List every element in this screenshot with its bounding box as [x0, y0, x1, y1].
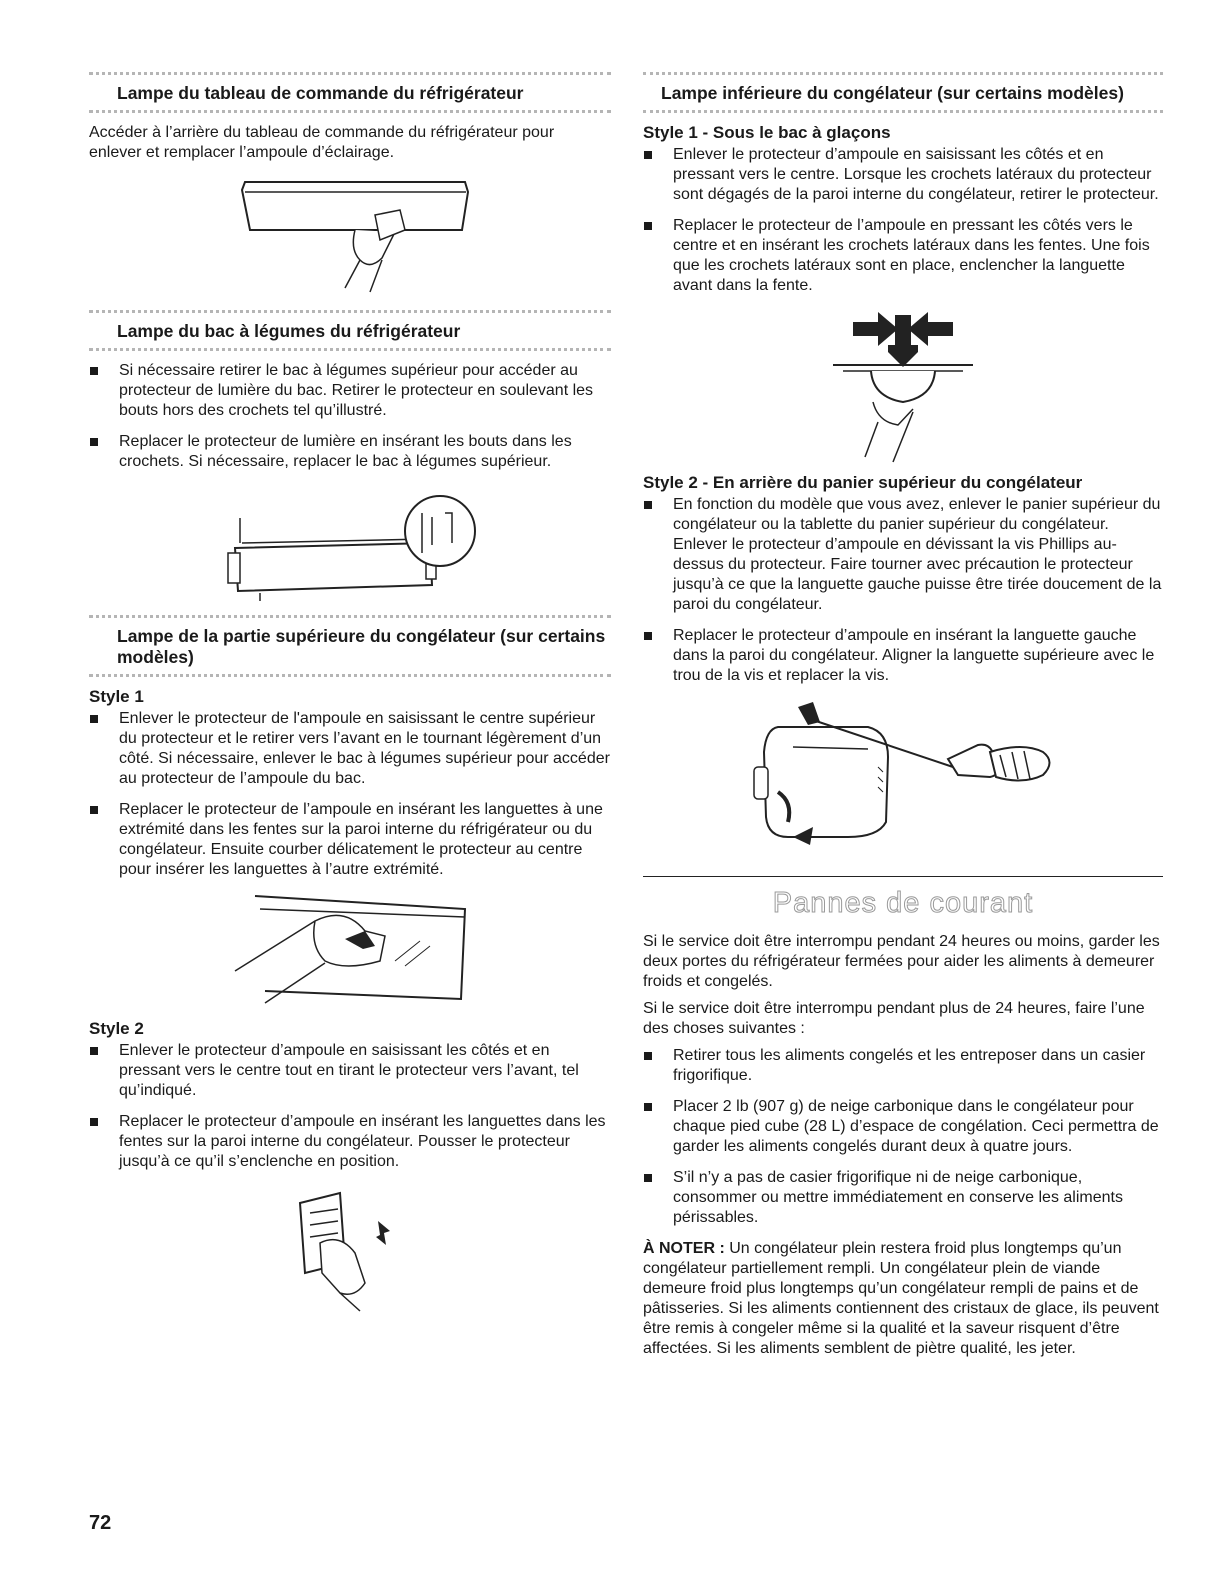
upper-freezer-style1-illustration — [215, 891, 485, 1011]
power-outage-paragraph-1: Si le service doit être interrompu pendant 24 heures ou moins, garder les deux portes du réfrigérateur fermées pour aider les aliments à demeurer froids et congelés. — [643, 933, 1160, 990]
list-item: S’il n’y a pas de casier frigorifique ni de neige carbonique, consommer ou mettre immédiatement en conserve les aliments périssables. — [643, 1168, 1163, 1228]
note-paragraph — [643, 1239, 1163, 1359]
section-divider — [643, 876, 1163, 877]
list-item: Replacer le protecteur de lumière en insérant les bouts dans les crochets. Si nécessaire, replacer le bac à légumes supérieur. — [89, 432, 611, 472]
lower-freezer-style2-list — [643, 495, 1163, 686]
note-text: Un congélateur plein restera froid plus longtemps qu’un congélateur partiellement rempli. Un congélateur plein de viande demeure froid plus longtemps qu’un congélateur rempli de pains et de pâtisseries. Si les aliments contiennent des cristaux de glace, ils peuvent être remis à congeler même si la qualité et la saveur risquent d’être affectées. Si les aliments semblent de piètre qualité, les jeter. — [643, 1240, 1159, 1357]
lower-freezer-style1-illustration — [803, 307, 1003, 467]
section-title-control-panel-light: Lampe du tableau de commande du réfrigérateur — [89, 72, 611, 113]
lower-freezer-style2-illustration — [738, 697, 1068, 862]
list-item: Retirer tous les aliments congelés et les entreposer dans un casier frigorifique. — [643, 1046, 1163, 1086]
section-title-lower-freezer-light: Lampe inférieure du congélateur (sur certains modèles) — [643, 72, 1163, 113]
control-panel-illustration — [200, 170, 500, 298]
list-item: Replacer le protecteur de l’ampoule en pressant les côtés vers le centre et en insérant les crochets latéraux dans les fentes. Une fois que les crochets latéraux sont en place, enclencher la languette avant dans la fente. — [643, 216, 1163, 296]
power-outage-title: Pannes de courant — [772, 887, 1034, 919]
list-item: Placer 2 lb (907 g) de neige carbonique dans le congélateur pour chaque pied cube (28 L) d’espace de congélation. Ceci permettra de garder les aliments congelés durant deux à quatre jours. — [643, 1097, 1163, 1157]
upper-freezer-style2-list — [89, 1041, 611, 1172]
list-item: Enlever le protecteur d’ampoule en saisissant les côtés et en pressant vers le centre tout en tirant le protecteur vers l’avant, tel qu’indiqué. — [89, 1041, 611, 1101]
section-title-crisper-light: Lampe du bac à légumes du réfrigérateur — [89, 310, 611, 351]
list-item: Replacer le protecteur de l’ampoule en insérant les languettes à une extrémité dans les fentes sur la paroi interne du réfrigérateur ou du congélateur. Ensuite courber délicatement le protecteur au centre pour insérer les languettes à l’autre extrémité. — [89, 800, 611, 880]
left-column — [89, 72, 611, 1313]
style-1-heading: Style 1 — [89, 687, 144, 706]
style-2-heading: Style 2 — [89, 1019, 144, 1038]
lower-style-2-heading: Style 2 - En arrière du panier supérieur du congélateur — [643, 473, 1083, 492]
upper-freezer-style2-illustration — [260, 1183, 440, 1313]
list-item: En fonction du modèle que vous avez, enlever le panier supérieur du congélateur ou la tablette du panier supérieur du congélateur. Enlever le protecteur d’ampoule en dévissant la vis Phillips au-dessus du protecteur. Faire tourner avec précaution le protecteur jusqu’à ce que la languette gauche puisse être tirée doucement de la paroi du congélateur. — [643, 495, 1163, 615]
crisper-light-illustration — [200, 483, 500, 603]
list-item: Si nécessaire retirer le bac à légumes supérieur pour accéder au protecteur de lumière du bac. Retirer le protecteur en soulevant les bouts hors des crochets tel qu’illustré. — [89, 361, 611, 421]
crisper-light-list — [89, 361, 611, 472]
note-label: À NOTER : — [643, 1240, 725, 1257]
list-item: Enlever le protecteur d’ampoule en saisissant les côtés et en pressant vers le centre. Lorsque les crochets latéraux du protecteur sont dégagés de la paroi interne du congélateur, retirer le protecteur. — [643, 145, 1163, 205]
list-item: Replacer le protecteur d’ampoule en insérant la languette gauche dans la paroi du congélateur. Aligner la languette supérieure avec le trou de la vis et replacer la vis. — [643, 626, 1163, 686]
section-title-upper-freezer-light: Lampe de la partie supérieure du congélateur (sur certains modèles) — [89, 615, 611, 677]
right-column — [643, 72, 1163, 1366]
upper-freezer-style1-list — [89, 709, 611, 880]
page-number: 72 — [89, 1512, 112, 1534]
power-outage-list — [643, 1046, 1163, 1228]
list-item: Enlever le protecteur de l'ampoule en saisissant le centre supérieur du protecteur et le retirer vers l’avant en le tournant légèrement d’un côté. Si nécessaire, enlever le bac à légumes supérieur pour accéder au protecteur de l’ampoule du bac. — [89, 709, 611, 789]
control-panel-light-text: Accéder à l’arrière du tableau de commande du réfrigérateur pour enlever et remplacer l’ampoule d’éclairage. — [89, 124, 555, 161]
lower-freezer-style1-list — [643, 145, 1163, 296]
list-item: Replacer le protecteur d’ampoule en insérant les languettes dans les fentes sur la paroi interne du congélateur. Pousser le protecteur jusqu’à ce qu’il s’enclenche en position. — [89, 1112, 611, 1172]
power-outage-paragraph-2: Si le service doit être interrompu pendant plus de 24 heures, faire l’une des choses suivantes : — [643, 1000, 1145, 1037]
lower-style-1-heading: Style 1 - Sous le bac à glaçons — [643, 123, 891, 142]
